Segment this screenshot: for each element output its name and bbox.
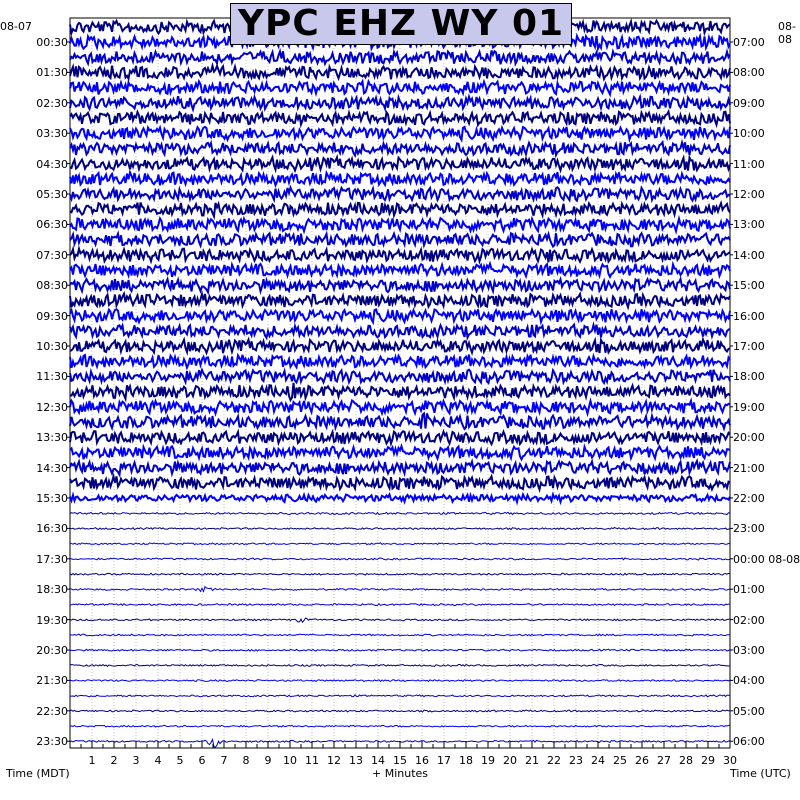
x-tick-label: 23	[569, 754, 583, 767]
right-date: 08-08	[778, 20, 796, 46]
right-axis-label: Time (UTC)	[730, 767, 791, 780]
right-time-label: 05:00	[733, 704, 765, 718]
x-tick-label: 9	[264, 754, 272, 767]
left-time-label: 12:30	[36, 400, 68, 414]
x-tick-label: 15	[393, 754, 407, 767]
right-time-label: 08:00	[733, 66, 765, 80]
right-time-label: 18:00	[733, 370, 765, 384]
right-time-label: 03:00	[733, 644, 765, 657]
left-time-label: 15:30	[36, 492, 68, 505]
left-time-label: 20:30	[36, 644, 68, 657]
x-tick-label: 7	[220, 754, 228, 767]
chart-title: YPC EHZ WY 01	[230, 3, 572, 45]
right-time-label: 23:00	[733, 522, 765, 536]
x-tick-label: 17	[437, 754, 451, 767]
x-tick-label: 18	[459, 754, 473, 767]
right-time-label: 22:00	[733, 492, 765, 505]
left-time-label: 21:30	[36, 674, 68, 688]
right-time-label: 09:00	[733, 96, 765, 110]
right-time-label: 17:00	[733, 340, 765, 353]
x-tick-label: 4	[154, 754, 162, 767]
left-time-label: 09:30	[36, 309, 68, 323]
left-time-label: 08:30	[36, 279, 68, 293]
right-time-label: 04:00	[733, 674, 765, 688]
left-time-label: 11:30	[36, 370, 68, 384]
x-tick-label: 20	[503, 754, 517, 767]
left-time-label: 16:30	[36, 522, 68, 536]
right-time-label: 12:00	[733, 188, 765, 201]
right-time-label: 20:00	[733, 431, 765, 445]
right-time-label: 00:00 08-08	[733, 552, 800, 566]
right-time-label: 16:00	[733, 309, 765, 323]
x-tick-label: 19	[481, 754, 495, 767]
x-tick-label: 27	[657, 754, 671, 767]
left-time-label: 23:30	[36, 735, 68, 749]
right-time-label: 11:00	[733, 157, 765, 171]
left-time-label: 10:30	[36, 340, 68, 353]
left-time-label: 01:30	[36, 66, 68, 80]
x-tick-label: 11	[305, 754, 319, 767]
left-time-label: 22:30	[36, 704, 68, 718]
left-date: 08-07	[0, 20, 32, 33]
left-time-label: 05:30	[36, 188, 68, 201]
right-time-label: 15:00	[733, 279, 765, 293]
x-tick-label: 26	[635, 754, 649, 767]
right-time-label: 07:00	[733, 36, 765, 49]
left-time-label: 17:30	[36, 552, 68, 566]
x-tick-label: 6	[198, 754, 206, 767]
x-tick-label: 21	[525, 754, 539, 767]
left-axis-label: Time (MDT)	[6, 767, 70, 780]
right-time-label: 02:00	[733, 613, 765, 627]
left-time-label: 18:30	[36, 583, 68, 597]
x-tick-label: 14	[371, 754, 385, 767]
right-time-label: 01:00	[733, 583, 765, 597]
x-tick-label: 24	[591, 754, 605, 767]
left-time-label: 06:30	[36, 218, 68, 232]
x-tick-label: 5	[176, 754, 184, 767]
left-time-label: 04:30	[36, 157, 68, 171]
left-time-label: 19:30	[36, 613, 68, 627]
x-tick-label: 3	[132, 754, 140, 767]
x-tick-label: 2	[110, 754, 118, 767]
x-axis-label: + Minutes	[372, 767, 429, 780]
x-tick-label: 22	[547, 754, 561, 767]
left-time-label: 13:30	[36, 431, 68, 445]
x-tick-label: 25	[613, 754, 627, 767]
x-tick-label: 30	[723, 754, 737, 767]
left-time-label: 03:30	[36, 127, 68, 141]
x-tick-label: 1	[88, 754, 96, 767]
left-time-label: 07:30	[36, 248, 68, 262]
right-time-label: 14:00	[733, 248, 765, 262]
right-time-label: 21:00	[733, 461, 765, 475]
x-tick-label: 29	[701, 754, 715, 767]
plot-area	[70, 18, 730, 748]
right-time-label: 13:00	[733, 218, 765, 232]
left-time-label: 14:30	[36, 461, 68, 475]
x-tick-label: 12	[327, 754, 341, 767]
right-time-label: 10:00	[733, 127, 765, 141]
x-tick-label: 16	[415, 754, 429, 767]
left-time-label: 00:30	[36, 36, 68, 49]
right-time-label: 19:00	[733, 400, 765, 414]
x-tick-label: 28	[679, 754, 693, 767]
x-tick-label: 10	[283, 754, 297, 767]
right-time-label: 06:00	[733, 735, 765, 749]
x-tick-label: 13	[349, 754, 363, 767]
left-time-label: 02:30	[36, 96, 68, 110]
x-tick-label: 8	[242, 754, 250, 767]
